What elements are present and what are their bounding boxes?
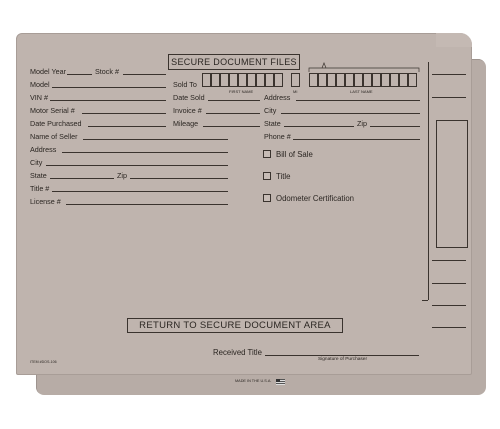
invoice-line [206,113,260,114]
seller-address-line [62,152,228,153]
buyer-phone-label: Phone # [264,132,291,141]
stock-label: Stock # [95,67,119,76]
first-name-cell [247,73,256,87]
received-title-label: Received Title [213,348,262,357]
back-panel-line [432,327,466,328]
date-sold-line [208,100,260,101]
title-checkbox[interactable] [263,172,271,180]
title-number-label: Title # [30,184,50,193]
seller-name-label: Name of Seller [30,132,78,141]
last-name-cell [336,73,345,87]
first-name-cell [211,73,220,87]
bill-of-sale-checkbox[interactable] [263,150,271,158]
motor-serial-line [82,113,166,114]
date-purchased-line [88,126,166,127]
model-year-label: Model Year [30,67,66,76]
seller-city-line [46,165,228,166]
signature-caption: Signature of Purchaser [318,357,368,362]
buyer-zip-label: Zip [357,119,367,128]
motor-serial-label: Motor Serial # [30,106,75,115]
sold-to-label: Sold To [173,80,197,89]
buyer-zip-line [370,126,420,127]
seller-zip-label: Zip [117,171,127,180]
last-name-cell [309,73,318,87]
buyer-phone-line [293,139,420,140]
last-name-cell [363,73,372,87]
bracket-mark-icon [308,62,420,73]
license-label: License # [30,197,61,206]
odometer-label: Odometer Certification [276,194,354,203]
buyer-city-line [281,113,420,114]
model-year-line [67,74,92,75]
seller-state-line [50,178,114,179]
back-panel-box [436,120,468,248]
buyer-address-label: Address [264,93,291,102]
folder-tab-edge [436,33,472,47]
vin-line [50,100,166,101]
received-title-line [265,355,419,356]
last-name-cell [390,73,399,87]
buyer-state-label: State [264,119,281,128]
first-name-cell [229,73,238,87]
first-name-cell [265,73,274,87]
date-sold-label: Date Sold [173,93,205,102]
last-name-cell [327,73,336,87]
last-name-cell [372,73,381,87]
model-line [52,87,166,88]
seller-state-label: State [30,171,47,180]
seller-address-label: Address [30,145,57,154]
middle-initial-caption: MI [293,89,298,94]
right-edge-vline [428,62,429,300]
return-banner: RETURN TO SECURE DOCUMENT AREA [127,318,343,333]
bill-of-sale-label: Bill of Sale [276,150,313,159]
back-panel-line [432,305,466,306]
seller-city-label: City [30,158,43,167]
last-name-cell [408,73,417,87]
first-name-cell [202,73,211,87]
back-panel-line [432,97,466,98]
title-number-line [52,191,228,192]
seller-name-line [83,139,228,140]
right-edge-tick [422,300,428,301]
last-name-cell [318,73,327,87]
last-name-cell [399,73,408,87]
mileage-line [203,126,260,127]
seller-zip-line [130,178,228,179]
first-name-cell [274,73,283,87]
model-label: Model [30,80,50,89]
last-name-cell [381,73,390,87]
license-line [66,204,228,205]
buyer-city-label: City [264,106,277,115]
us-flag-icon [276,379,285,385]
buyer-state-line [284,126,354,127]
document-title: SECURE DOCUMENT FILES [168,54,300,70]
first-name-cell [220,73,229,87]
first-name-cell [238,73,247,87]
made-in-usa-label: MADE IN THE U.S.A. [235,379,272,383]
vin-label: VIN # [30,93,48,102]
first-name-cell [256,73,265,87]
invoice-label: Invoice # [173,106,202,115]
back-panel-line [432,74,466,75]
first-name-caption: FIRST NAME [229,89,254,94]
last-name-cell [345,73,354,87]
date-purchased-label: Date Purchased [30,119,82,128]
back-panel-line [432,260,466,261]
odometer-checkbox[interactable] [263,194,271,202]
middle-initial-cell [291,73,300,87]
back-panel-line [432,283,466,284]
last-name-cell [354,73,363,87]
last-name-caption: LAST NAME [350,89,373,94]
title-checkbox-label: Title [276,172,291,181]
mileage-label: Mileage [173,119,199,128]
stock-line [123,74,166,75]
item-code: ITEM #DOS-106 [30,360,57,364]
buyer-address-line [296,100,420,101]
